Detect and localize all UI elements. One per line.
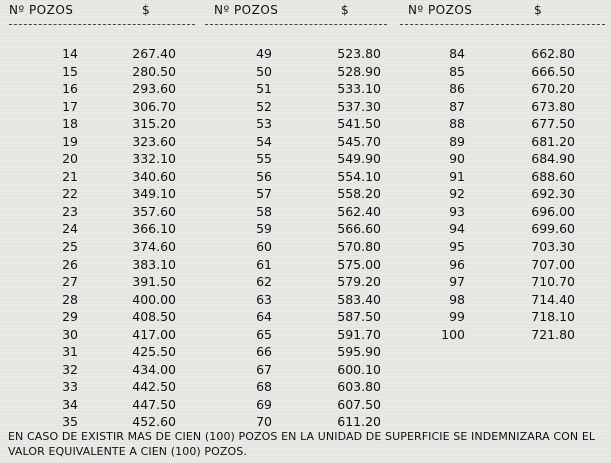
- pozos-count: 59: [256, 221, 272, 237]
- price-value: 673.80: [531, 98, 575, 114]
- table-row: [200, 220, 400, 238]
- footer-line-2: VALOR EQUIVALENTE A CIEN (100) POZOS.: [8, 445, 247, 458]
- pozos-count: 14: [62, 46, 78, 61]
- table-row: [400, 185, 611, 203]
- price-value: 533.10: [337, 81, 381, 97]
- pozos-count: 51: [256, 81, 272, 97]
- pozos-count: 57: [256, 186, 272, 202]
- price-value: 587.50: [337, 309, 381, 325]
- price-value: 434.00: [132, 361, 176, 377]
- table-row: [200, 343, 400, 361]
- price-value: 699.60: [531, 221, 575, 237]
- price-value: 332.10: [132, 151, 176, 167]
- pozos-count: 49: [256, 46, 272, 61]
- price-value: 591.70: [337, 326, 381, 342]
- price-value: 600.10: [337, 361, 381, 377]
- table-row: [0, 343, 200, 361]
- header-rule-2: [205, 24, 387, 25]
- price-value: 400.00: [132, 291, 176, 307]
- table-row: [400, 220, 611, 238]
- pozos-count: 90: [449, 151, 465, 167]
- pozos-count: 18: [62, 116, 78, 132]
- pozos-count: 21: [62, 168, 78, 184]
- price-value: 670.20: [531, 81, 575, 97]
- price-value: 417.00: [132, 326, 176, 342]
- table-row: [0, 63, 200, 81]
- price-value: 718.10: [531, 309, 575, 325]
- table-row: [200, 63, 400, 81]
- pozos-count: 66: [256, 344, 272, 360]
- price-value: 575.00: [337, 256, 381, 272]
- table-row: [200, 203, 400, 221]
- table-row: [0, 45, 200, 63]
- table-row: [0, 326, 200, 344]
- table-row: [200, 45, 400, 63]
- price-value: 692.30: [531, 186, 575, 202]
- table-row: [200, 98, 400, 116]
- table-row: [0, 185, 200, 203]
- table-row: [200, 238, 400, 256]
- price-value: 666.50: [531, 63, 575, 79]
- pozos-count: 29: [62, 309, 78, 325]
- table-row: [0, 238, 200, 256]
- price-value: 677.50: [531, 116, 575, 132]
- pozos-count: 25: [62, 239, 78, 255]
- pozos-count: 94: [449, 221, 465, 237]
- table-row: [0, 203, 200, 221]
- pozos-count: 96: [449, 256, 465, 272]
- pozos-count: 56: [256, 168, 272, 184]
- price-value: 408.50: [132, 309, 176, 325]
- price-value: 452.60: [132, 414, 176, 430]
- table-row: [0, 220, 200, 238]
- header-rule-3: [400, 24, 605, 25]
- price-value: 710.70: [531, 274, 575, 290]
- price-value: 607.50: [337, 396, 381, 412]
- pozos-count: 28: [62, 291, 78, 307]
- price-value: 528.90: [337, 63, 381, 79]
- footer-note: [8, 429, 608, 459]
- pozos-count: 70: [256, 414, 272, 430]
- table-row: [0, 308, 200, 326]
- header-pozos-3: Nº POZOS: [408, 3, 473, 17]
- price-value: 383.10: [132, 256, 176, 272]
- price-value: 366.10: [132, 221, 176, 237]
- table-row: [400, 98, 611, 116]
- pozos-count: 35: [62, 414, 78, 430]
- table-row: [0, 80, 200, 98]
- price-value: 714.40: [531, 291, 575, 307]
- pozos-count: 61: [256, 256, 272, 272]
- table-row: [0, 256, 200, 274]
- price-value: 545.70: [337, 133, 381, 149]
- table-row: [200, 150, 400, 168]
- pozos-count: 53: [256, 116, 272, 132]
- price-value: 696.00: [531, 203, 575, 219]
- pozos-count: 95: [449, 239, 465, 255]
- table-row: [200, 361, 400, 379]
- table-row: [200, 308, 400, 326]
- price-value: 293.60: [132, 81, 176, 97]
- price-value: 681.20: [531, 133, 575, 149]
- pozos-count: 26: [62, 256, 78, 272]
- table-row: [400, 80, 611, 98]
- pozos-count: 100: [441, 326, 465, 342]
- price-column-3: [400, 45, 611, 343]
- price-value: 280.50: [132, 63, 176, 79]
- price-column-2: [200, 45, 400, 431]
- table-row: [200, 273, 400, 291]
- pozos-count: 84: [449, 46, 465, 61]
- table-row: [200, 80, 400, 98]
- pozos-count: 86: [449, 81, 465, 97]
- price-value: 349.10: [132, 186, 176, 202]
- pozos-count: 65: [256, 326, 272, 342]
- price-value: 447.50: [132, 396, 176, 412]
- pozos-count: 33: [62, 379, 78, 395]
- pozos-count: 30: [62, 326, 78, 342]
- table-row: [400, 150, 611, 168]
- pozos-count: 15: [62, 63, 78, 79]
- header-dollar-2: $: [341, 3, 350, 17]
- table-row: [0, 291, 200, 309]
- price-value: 707.00: [531, 256, 575, 272]
- table-row: [0, 133, 200, 151]
- price-column-1: [0, 45, 200, 431]
- price-value: 315.20: [132, 116, 176, 132]
- price-value: 549.90: [337, 151, 381, 167]
- price-value: 570.80: [337, 239, 381, 255]
- table-row: [200, 378, 400, 396]
- pozos-count: 22: [62, 186, 78, 202]
- price-value: 562.40: [337, 203, 381, 219]
- pozos-count: 50: [256, 63, 272, 79]
- pozos-count: 64: [256, 309, 272, 325]
- table-row: [400, 63, 611, 81]
- table-row: [400, 45, 611, 63]
- pozos-count: 67: [256, 361, 272, 377]
- pozos-count: 60: [256, 239, 272, 255]
- pozos-count: 34: [62, 396, 78, 412]
- table-row: [400, 291, 611, 309]
- header-dollar-3: $: [534, 3, 543, 17]
- table-row: [400, 308, 611, 326]
- pozos-count: 98: [449, 291, 465, 307]
- price-value: 523.80: [337, 46, 381, 61]
- pozos-count: 55: [256, 151, 272, 167]
- price-value: 662.80: [531, 46, 575, 61]
- pozos-count: 99: [449, 309, 465, 325]
- pozos-count: 17: [62, 98, 78, 114]
- price-value: 566.60: [337, 221, 381, 237]
- price-value: 611.20: [337, 414, 381, 430]
- pozos-count: 23: [62, 203, 78, 219]
- pozos-count: 97: [449, 274, 465, 290]
- price-value: 721.80: [531, 326, 575, 342]
- price-value: 267.40: [132, 46, 176, 61]
- table-row: [400, 168, 611, 186]
- table-row: [200, 168, 400, 186]
- pozos-count: 24: [62, 221, 78, 237]
- pozos-count: 52: [256, 98, 272, 114]
- pozos-count: 92: [449, 186, 465, 202]
- pozos-count: 27: [62, 274, 78, 290]
- table-row: [0, 115, 200, 133]
- price-value: 357.60: [132, 203, 176, 219]
- table-row: [0, 396, 200, 414]
- price-value: 558.20: [337, 186, 381, 202]
- table-row: [0, 150, 200, 168]
- price-value: 684.90: [531, 151, 575, 167]
- table-row: [200, 115, 400, 133]
- table-row: [200, 326, 400, 344]
- price-value: 442.50: [132, 379, 176, 395]
- pozos-count: 89: [449, 133, 465, 149]
- price-value: 425.50: [132, 344, 176, 360]
- pozos-count: 68: [256, 379, 272, 395]
- price-value: 306.70: [132, 98, 176, 114]
- pozos-count: 54: [256, 133, 272, 149]
- pozos-count: 69: [256, 396, 272, 412]
- pozos-count: 93: [449, 203, 465, 219]
- price-value: 688.60: [531, 168, 575, 184]
- price-value: 537.30: [337, 98, 381, 114]
- table-row: [400, 238, 611, 256]
- pozos-count: 62: [256, 274, 272, 290]
- table-row: [200, 256, 400, 274]
- table-row: [0, 98, 200, 116]
- pozos-count: 87: [449, 98, 465, 114]
- pozos-count: 20: [62, 151, 78, 167]
- price-value: 595.90: [337, 344, 381, 360]
- header-dollar-1: $: [142, 3, 151, 17]
- table-row: [400, 115, 611, 133]
- pozos-count: 91: [449, 168, 465, 184]
- pozos-count: 63: [256, 291, 272, 307]
- pozos-count: 31: [62, 344, 78, 360]
- pozos-count: 58: [256, 203, 272, 219]
- pozos-count: 32: [62, 361, 78, 377]
- pozos-count: 88: [449, 116, 465, 132]
- price-value: 579.20: [337, 274, 381, 290]
- price-value: 603.80: [337, 379, 381, 395]
- footer-line-1: EN CASO DE EXISTIR MAS DE CIEN (100) POZOS EN LA UNIDAD DE SUPERFICIE SE INDEMNIZARA CON EL: [8, 430, 596, 443]
- price-value: 541.50: [337, 116, 381, 132]
- table-row: [400, 203, 611, 221]
- table-row: [400, 326, 611, 344]
- table-row: [200, 291, 400, 309]
- table-row: [400, 256, 611, 274]
- price-value: 340.60: [132, 168, 176, 184]
- header-pozos-1: Nº POZOS: [9, 3, 74, 17]
- pozos-count: 19: [62, 133, 78, 149]
- table-row: [0, 168, 200, 186]
- price-value: 391.50: [132, 274, 176, 290]
- table-row: [0, 378, 200, 396]
- price-value: 583.40: [337, 291, 381, 307]
- header-pozos-2: Nº POZOS: [214, 3, 279, 17]
- table-row: [200, 185, 400, 203]
- price-value: 374.60: [132, 239, 176, 255]
- pozos-count: 16: [62, 81, 78, 97]
- table-row: [400, 273, 611, 291]
- header-rule-1: [9, 24, 195, 25]
- price-value: 703.30: [531, 239, 575, 255]
- table-row: [0, 273, 200, 291]
- table-row: [0, 361, 200, 379]
- table-row: [200, 133, 400, 151]
- table-row: [200, 396, 400, 414]
- price-value: 554.10: [337, 168, 381, 184]
- pozos-count: 85: [449, 63, 465, 79]
- price-value: 323.60: [132, 133, 176, 149]
- table-row: [400, 133, 611, 151]
